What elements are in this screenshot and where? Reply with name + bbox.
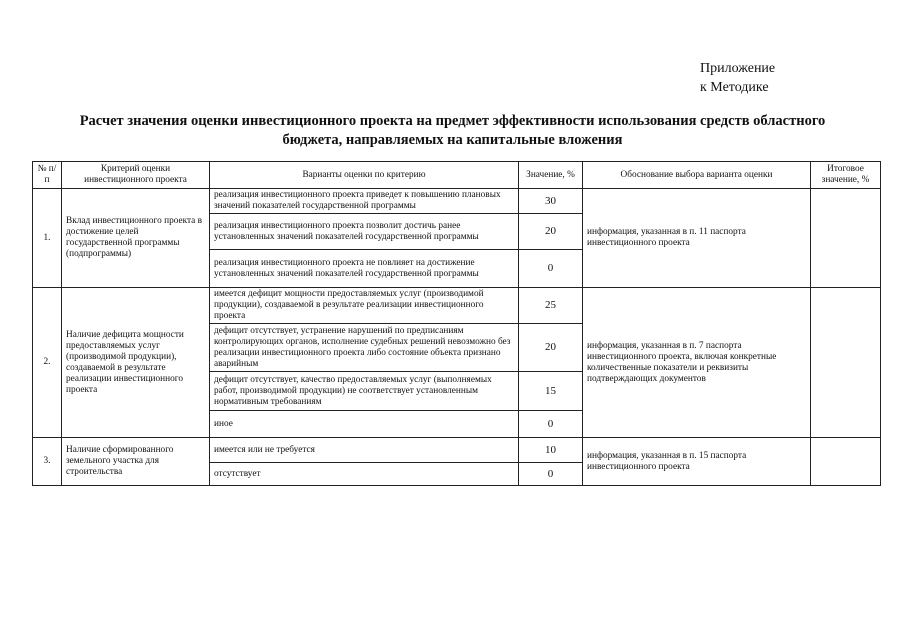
header-value: Значение, % (519, 162, 583, 189)
appendix-label (700, 59, 831, 97)
variant-cell: дефицит отсутствует, качество предоставляемых услуг (выполняемых работ, производимой продукции) не соответствует установленным нормативным требованиям (210, 372, 519, 411)
table-row (33, 438, 881, 463)
total-cell (811, 288, 881, 438)
variant-cell: отсутствует (210, 463, 519, 486)
title-line-1: Расчет значения оценки инвестиционного проекта на предмет эффективности использования средств областного (79, 113, 826, 129)
value-cell: 0 (519, 463, 583, 486)
justification-cell: информация, указанная в п. 7 паспорта инвестиционного проекта, включая конкретные количественные показатели и реквизиты подтверждающих документов (583, 288, 811, 438)
variant-cell: дефицит отсутствует, устранение нарушений по предписаниям контролирующих органов, исполнение судебных решений невозможно без реализации инвестиционного проекта либо состояние объекта признано аварийным (210, 324, 519, 372)
header-variants: Варианты оценки по критерию (210, 162, 519, 189)
row-number: 2. (33, 288, 62, 438)
value-cell: 15 (519, 372, 583, 411)
row-number: 3. (33, 438, 62, 486)
variant-cell: реализация инвестиционного проекта позволит достичь ранее установленных значений показателей государственной программы (210, 214, 519, 250)
value-cell: 20 (519, 214, 583, 250)
header-num: № п/п (33, 162, 62, 189)
variant-cell: имеется или не требуется (210, 438, 519, 463)
variant-cell: иное (210, 411, 519, 438)
header-total: Итоговое значение, % (811, 162, 881, 189)
table-header-row (33, 162, 881, 189)
criterion-cell: Вклад инвестиционного проекта в достижение целей государственной программы (подпрограммы) (62, 189, 210, 288)
variant-cell: имеется дефицит мощности предоставляемых услуг (производимой продукции), создаваемой в результате реализации инвестиционного проекта (210, 288, 519, 324)
value-cell: 20 (519, 324, 583, 372)
value-cell: 25 (519, 288, 583, 324)
criterion-cell: Наличие сформированного земельного участка для строительства (62, 438, 210, 486)
document-title (40, 112, 865, 150)
row-number: 1. (33, 189, 62, 288)
title-line-2: бюджета, направляемых на капитальные вложения (282, 132, 623, 148)
table-row (33, 189, 881, 214)
appendix-line-2: к Методике (700, 80, 769, 95)
value-cell: 0 (519, 250, 583, 288)
appendix-line-1: Приложение (700, 61, 776, 76)
total-cell (811, 438, 881, 486)
variant-cell: реализация инвестиционного проекта приведет к повышению плановых значений показателей государственной программы (210, 189, 519, 214)
value-cell: 10 (519, 438, 583, 463)
variant-cell: реализация инвестиционного проекта не повлияет на достижение установленных значений показателей государственной программы (210, 250, 519, 288)
evaluation-table (32, 161, 881, 486)
justification-cell: информация, указанная в п. 11 паспорта инвестиционного проекта (583, 189, 811, 288)
total-cell (811, 189, 881, 288)
value-cell: 0 (519, 411, 583, 438)
criterion-cell: Наличие дефицита мощности предоставляемых услуг (производимой продукции), создаваемой в результате реализации инвестиционного проекта (62, 288, 210, 438)
value-cell: 30 (519, 189, 583, 214)
header-criterion: Критерий оценки инвестиционного проекта (62, 162, 210, 189)
header-justification: Обоснование выбора варианта оценки (583, 162, 811, 189)
table-row (33, 288, 881, 324)
justification-cell: информация, указанная в п. 15 паспорта инвестиционного проекта (583, 438, 811, 486)
